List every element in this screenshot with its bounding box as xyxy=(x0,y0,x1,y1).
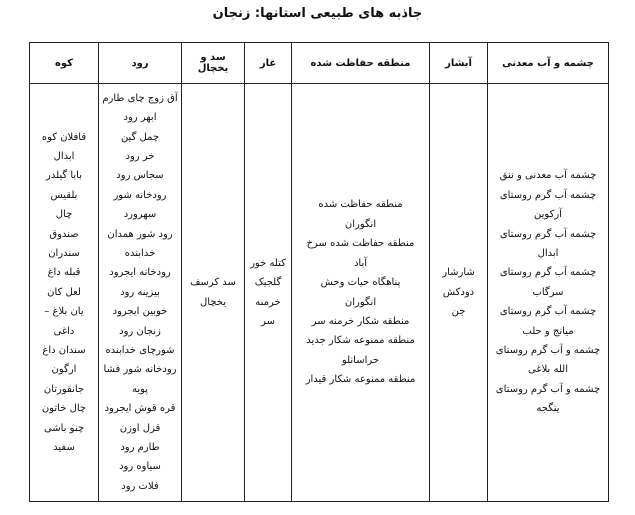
cell-line: پویه xyxy=(131,383,149,395)
cell-line: خر رود xyxy=(125,150,155,162)
cell-line: آرکوین xyxy=(534,209,562,221)
cell-line: آق زوج چای طارم xyxy=(102,92,178,104)
cell-line: منطقه شکار خرمنه سر xyxy=(311,315,410,327)
cell-rivers xyxy=(99,84,182,502)
cell-line: لعل کان xyxy=(47,286,81,298)
cell-line: گلجیک xyxy=(254,277,282,289)
cell-line: آباد xyxy=(353,257,368,269)
cell-line: سفید xyxy=(53,442,75,454)
cell-line: خرمنه xyxy=(255,296,281,308)
cell-line: چشمه و آب گرم روستای xyxy=(495,345,601,357)
cell-line: ابدال xyxy=(537,247,559,259)
header-springs: چشمه و آب معدنی xyxy=(488,43,609,84)
cell-line: چال خاتون xyxy=(41,403,87,415)
cell-line: شارشار xyxy=(442,267,475,279)
cell-line: قزل اوزن xyxy=(119,422,161,434)
cell-line: سندان داغ xyxy=(42,345,86,357)
cell-line: جانقورتان xyxy=(43,383,85,395)
cell-line: رود شور همدان xyxy=(107,228,173,240)
cell-protected-areas xyxy=(292,84,430,502)
cell-line: بیزینه رود xyxy=(120,286,160,298)
cell-line: سد کرسف xyxy=(190,277,236,289)
cell-line: قافلان کوه xyxy=(41,131,87,143)
table-row xyxy=(30,84,609,502)
cell-line: حراسانلو xyxy=(341,354,380,366)
cell-waterfalls xyxy=(430,84,488,502)
cell-line: چشمه آب گرم روستای xyxy=(499,189,597,201)
cell-line: رودخانه ایجرود xyxy=(109,267,171,279)
cell-line: خدابنده xyxy=(124,247,156,259)
cell-line: ارگون xyxy=(51,364,77,376)
cell-line: منطقه ممنوعه شکار قیدار xyxy=(305,374,416,386)
cell-line: انگوران xyxy=(344,218,377,230)
cell-line: جن xyxy=(451,306,466,318)
cell-line: منطقه حفاظت شده xyxy=(318,199,403,211)
cell-line: سرگاب xyxy=(532,286,564,298)
cell-springs xyxy=(488,84,609,502)
cell-line: ابهر رود xyxy=(123,112,157,124)
cell-line: زنجان رود xyxy=(119,325,161,337)
cell-line: سر xyxy=(261,315,275,327)
cell-line: داغی xyxy=(53,325,75,337)
cell-line: چال xyxy=(55,209,73,221)
cell-line: فلات رود xyxy=(121,480,159,492)
cell-line: خوبین ایجرود xyxy=(112,306,168,318)
cell-line: پناهگاه حیات وحش xyxy=(320,277,401,289)
cell-line: دودکش xyxy=(442,286,475,298)
cell-line: چشمه و آب گرم روستای xyxy=(495,383,601,395)
cell-line: میانج و حلب xyxy=(522,325,574,337)
header-mountains: کوه xyxy=(30,43,99,84)
cell-line: انگوران xyxy=(344,296,377,308)
cell-line: چنو باشی xyxy=(43,422,85,434)
cell-line: قبله داغ xyxy=(47,267,81,279)
cell-line: چشمه آب گرم روستای xyxy=(499,267,597,279)
cell-line: چشمه آب معدنی و ننق xyxy=(499,170,597,182)
cell-line: ابدال xyxy=(53,150,75,162)
cell-dams xyxy=(182,84,245,502)
header-row xyxy=(30,43,609,84)
cell-mountains xyxy=(30,84,99,502)
header-waterfalls: آبشار xyxy=(430,43,488,84)
attractions-table xyxy=(29,42,609,502)
header-dams: سد و یخچال xyxy=(182,43,245,84)
header-rivers: رود xyxy=(99,43,182,84)
cell-line: منطقه حفاظت شده سرخ xyxy=(306,238,415,250)
cell-line: سندران xyxy=(48,247,80,259)
header-caves: غار xyxy=(245,43,292,84)
cell-line: طارم رود xyxy=(120,442,160,454)
cell-line: سهرورد xyxy=(123,209,157,221)
cell-caves xyxy=(245,84,292,502)
cell-line: یخچال xyxy=(199,296,226,308)
cell-line: چشمه آب گرم روستای xyxy=(499,306,597,318)
cell-line: منطقه ممنوعه شکار جدید xyxy=(306,335,415,347)
cell-line: قره قوش ایجرود xyxy=(104,403,176,415)
cell-line: چشمه آب گرم روستای xyxy=(499,228,597,240)
cell-line: چمل گین xyxy=(120,131,160,143)
cell-line: صندوق xyxy=(49,228,79,240)
cell-line: ینگجه xyxy=(536,403,560,415)
cell-line: سجاس رود xyxy=(116,170,164,182)
cell-line: الله بلاغی xyxy=(528,364,568,376)
cell-line: سیاوه رود xyxy=(119,461,161,473)
cell-line: یان بلاغ – xyxy=(44,306,84,318)
cell-line: بابا گیلدر xyxy=(45,170,82,182)
cell-line: بلقیس xyxy=(50,189,78,201)
cell-line: کتله خور xyxy=(250,257,286,269)
page-title: جاذبه های طبیعی استانها: زنجان xyxy=(212,6,423,21)
cell-line: رودخانه شور فشا xyxy=(103,364,177,376)
header-protected-areas: منطقه حفاظت شده xyxy=(292,43,430,84)
cell-line: شورچای خدابنده xyxy=(105,345,175,357)
cell-line: رودخانه شور xyxy=(113,189,167,201)
